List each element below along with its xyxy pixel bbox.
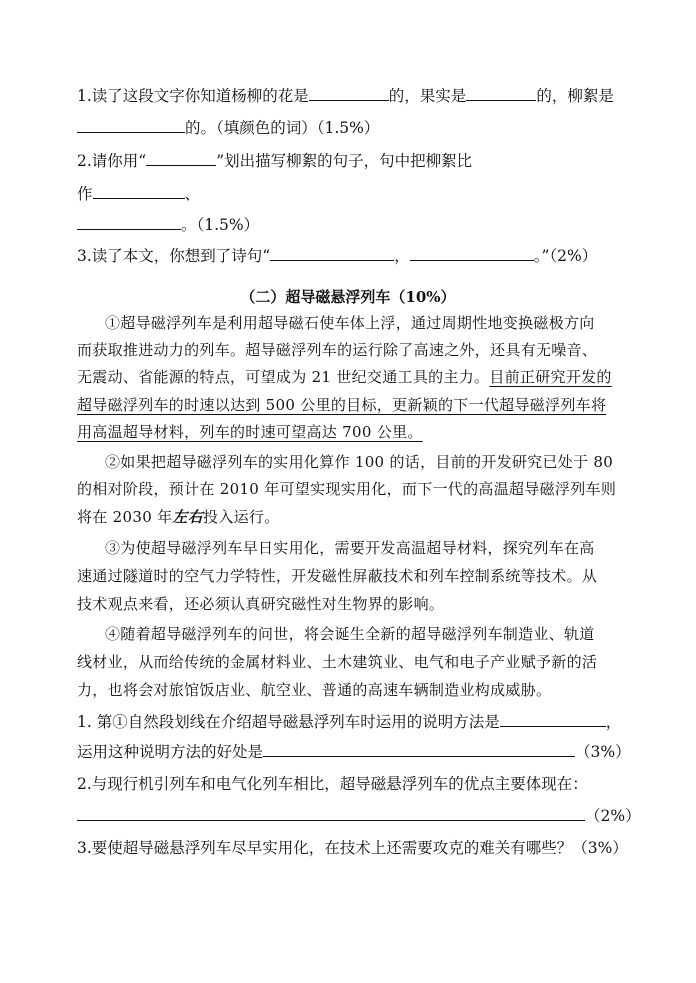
answer-blank[interactable] [146,151,216,166]
answer-blank[interactable] [93,184,185,199]
question-2-text-c: 作 [77,185,93,203]
question-2-1-cont [77,742,631,762]
paragraph-4-line: ④随着超导磁浮列车的问世，将会诞生全新的超导磁浮列车制造业、轨道 [105,625,595,643]
question-2-cont [77,184,200,204]
question-2-2: 2.与现行机引列车和电气化列车相比，超导磁悬浮列车的优点主要体现在： [77,775,588,793]
question-3-text-c: 。”（2%） [533,247,598,265]
question-score: （2%） [585,807,641,825]
paragraph-2-line: ②如果把超导磁浮列车的实用化算作 100 的话，目前的开发研究已处于 80 [105,453,614,471]
question-1-text-b: 的，果实是 [388,87,467,105]
question-text: 1. 第①自然段划线在介绍超导磁悬浮列车时运用的说明方法是 [77,713,500,731]
question-2-text-d: 、 [184,185,201,203]
question-1-text-d: 的。（填颜色的词）（1.5%） [185,119,380,137]
paragraph-4-line: 力，也将会对旅馆饭店业、航空业、普通的高速车辆制造业构成威胁。 [77,681,552,699]
underlined-text: 用高温超导材料，列车的时速可望高达 700 公里。 [77,423,423,441]
answer-blank[interactable] [77,806,585,821]
answer-blank[interactable] [270,246,394,261]
paragraph-2-text: 投入运行。 [203,508,280,526]
paragraph-1-line [77,367,612,387]
paragraph-1-text: 无震动、省能源的特点，可望成为 21 世纪交通工具的主力。 [77,368,490,386]
question-3 [77,246,597,266]
question-1-cont [77,118,379,138]
paragraph-3-line: 速通过隧道时的空气力学特性，开发磁性屏蔽技术和列车控制系统等技术。从 [77,567,598,585]
question-score: （3%） [575,743,631,761]
answer-blank[interactable] [309,86,389,101]
question-3-text-b: ， [394,247,410,265]
question-2-2-cont [77,806,641,826]
answer-blank[interactable] [263,742,575,757]
paragraph-1-line: 而获取推进动力的列车。超导磁浮列车的运行除了高速之外，还具有无噪音、 [77,341,598,359]
question-2-text-a: 2.请你用“ [77,152,147,170]
question-3-text-a: 3.读了本文，你想到了诗句“ [77,247,271,265]
paragraph-1-line: ①超导磁浮列车是利用超导磁石使车体上浮，通过周期性地变换磁极方向 [105,314,595,332]
question-2-text-e: 。（1.5%） [181,216,260,234]
question-2-1 [77,712,621,732]
answer-blank[interactable] [77,118,185,133]
question-1-text-c: 的，柳絮是 [536,87,614,105]
answer-blank[interactable] [466,86,536,101]
underlined-text: 超导磁浮列车的时速以达到 500 公里的目标，更新颖的下一代超导磁浮列车将 [77,396,607,414]
question-text: 运用这种说明方法的好处是 [77,743,264,761]
paragraph-4-line: 线材业，从而给传统的金属材料业、土木建筑业、电气和电子产业赋予新的活 [77,653,598,671]
paragraph-3-line: ③为使超导磁浮列车早日实用化，需要开发高温超导材料，探究列车在高 [105,539,595,557]
question-1-text-a: 1.读了这段文字你知道杨柳的花是 [77,87,309,105]
question-2-3: 3.要使超导磁悬浮列车尽早实用化，在技术上还需要攻克的难关有哪些？（3%） [77,839,628,857]
answer-blank[interactable] [500,712,606,727]
answer-blank[interactable] [77,215,181,230]
question-1 [77,86,614,106]
paragraph-2-line [77,507,280,527]
emphasized-word: 左右 [172,508,204,526]
paragraph-2-line: 的相对阶段，预计在 2010 年可望实现实用化，而下一代的高温超导磁浮列车则 [77,480,617,498]
paragraph-3-line: 技术观点来看，还必须认真研究磁性对生物界的影响。 [77,595,445,613]
question-2 [77,151,472,171]
answer-blank[interactable] [410,246,534,261]
question-2-cont2 [77,215,259,235]
underlined-text: 目前正研究开发的 [489,368,612,386]
question-2-text-b: ”划出描写柳絮的句子，句中把柳絮比 [216,152,473,170]
question-text: ， [605,713,622,731]
section-title: （二）超导磁悬浮列车（10%） [240,288,456,306]
paragraph-2-text: 将在 2030 年 [77,508,173,526]
